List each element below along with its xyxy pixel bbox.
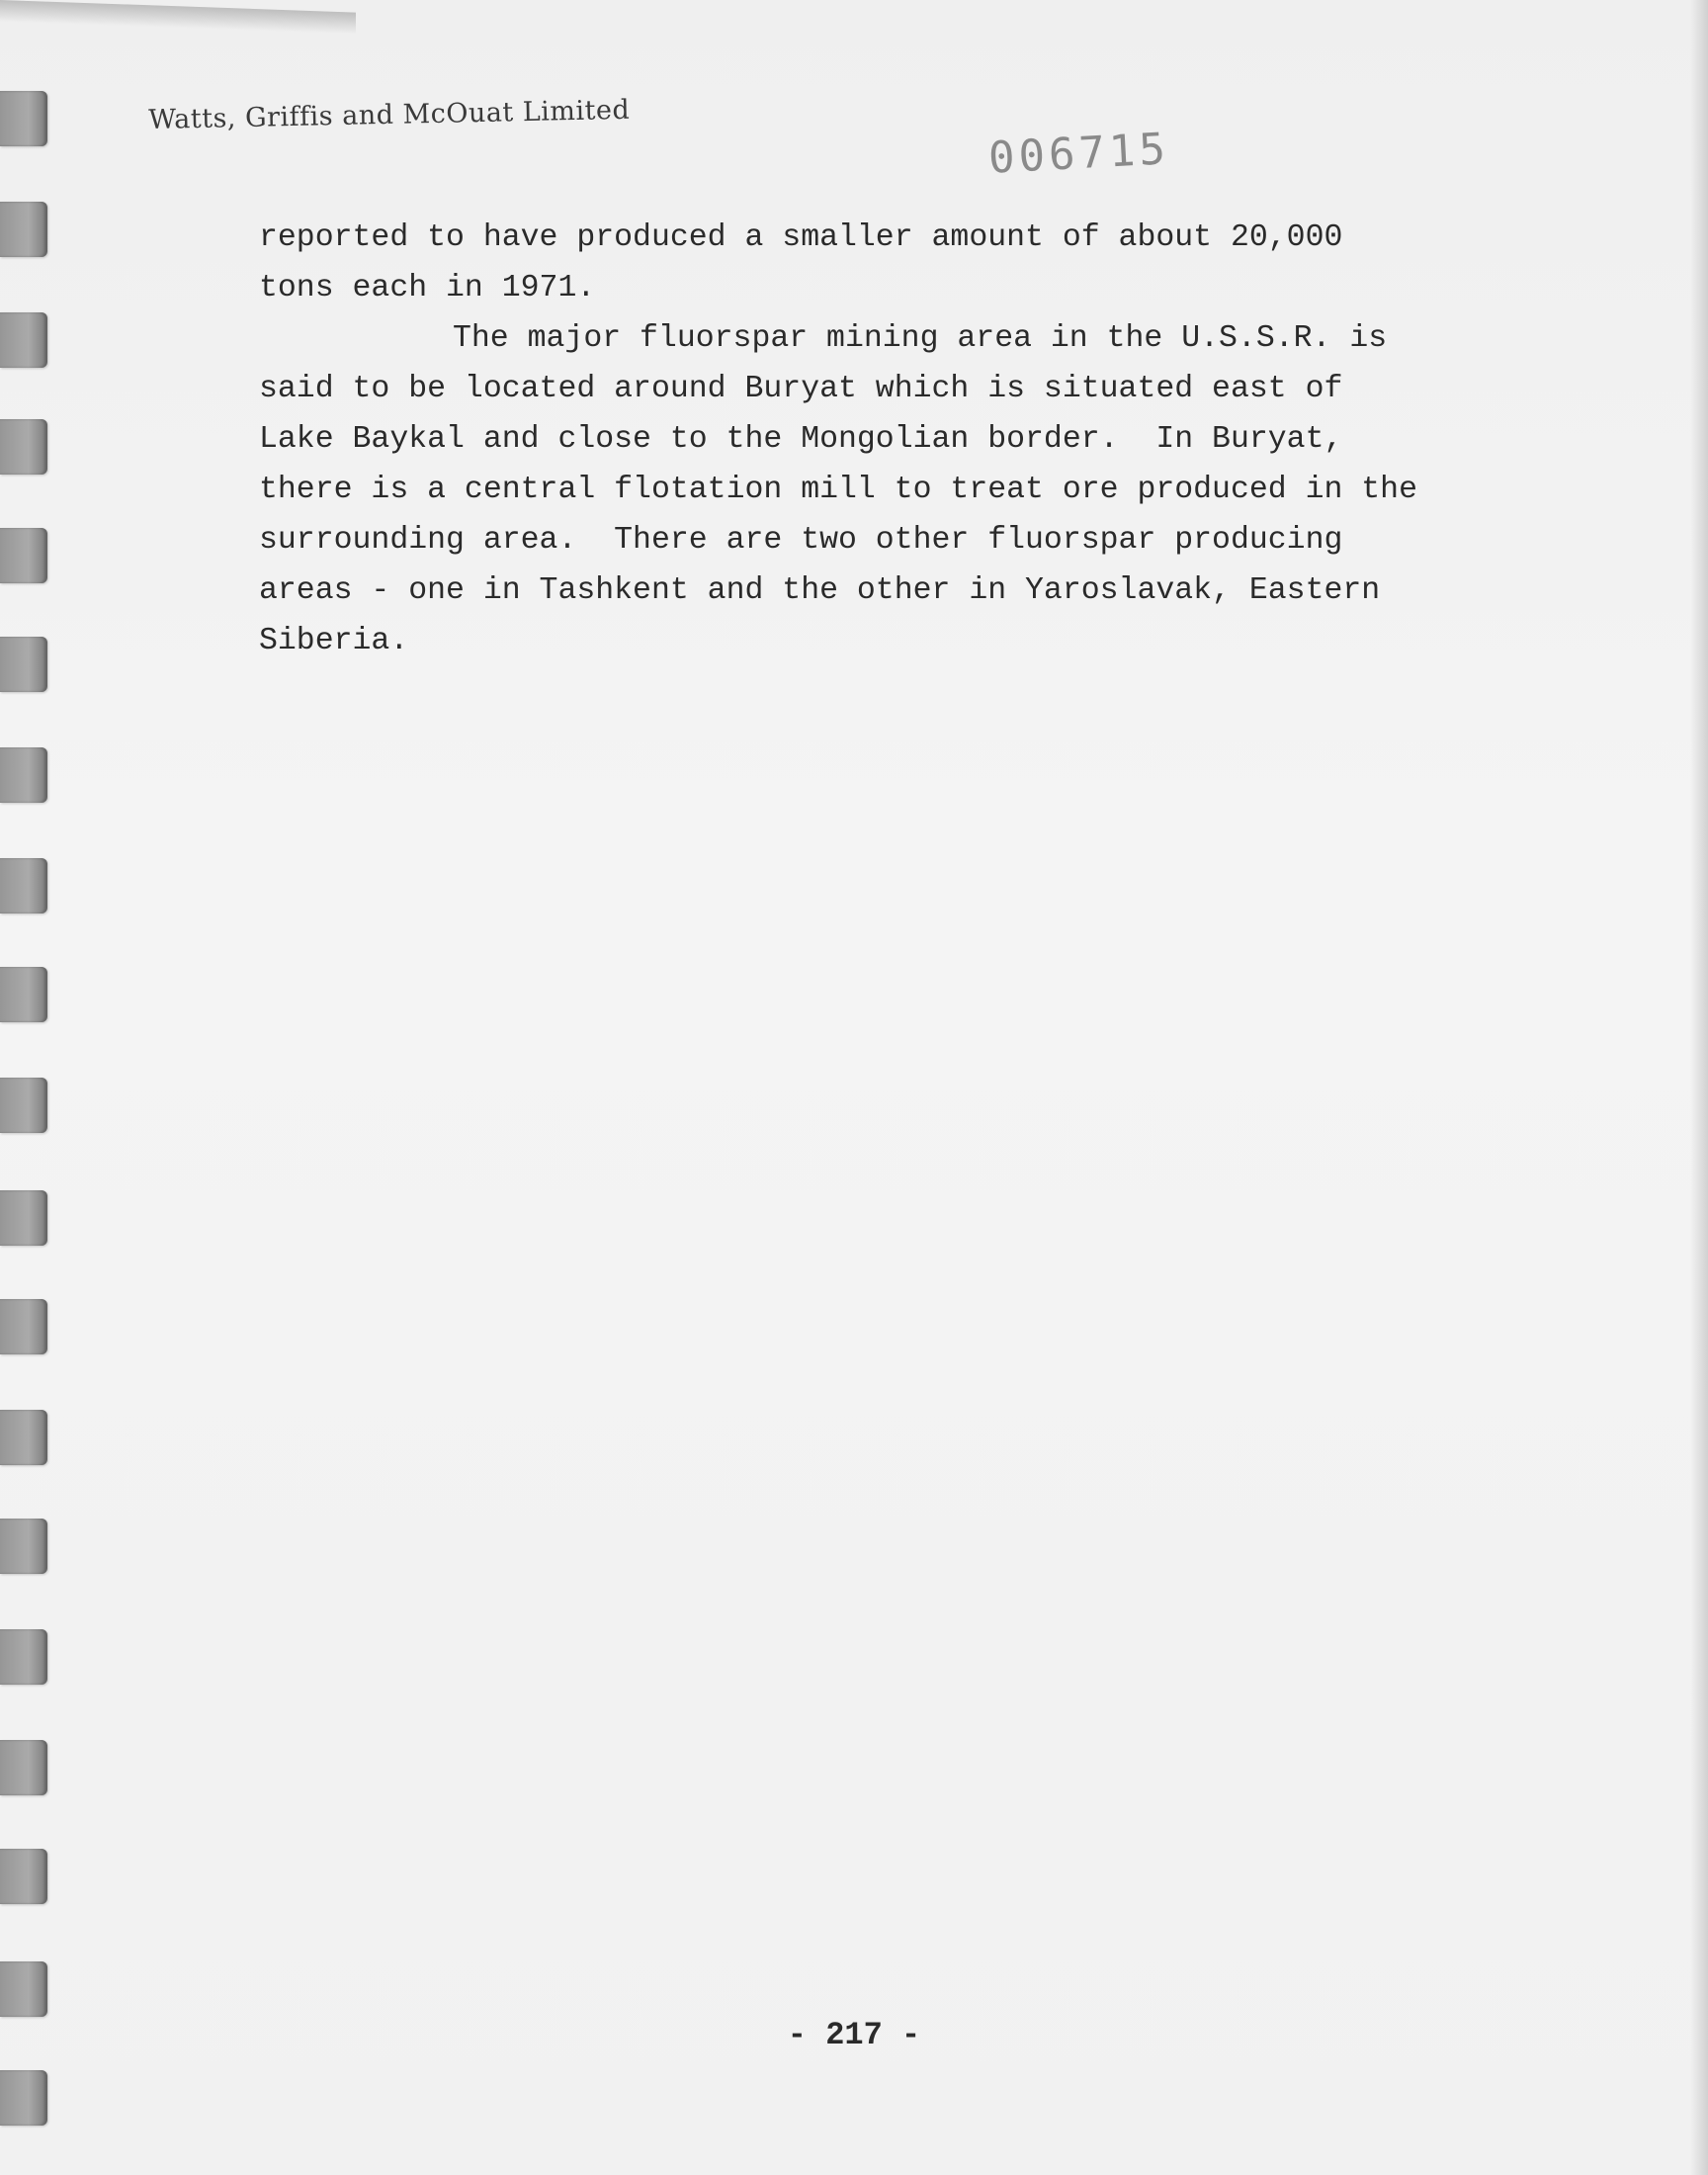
binding-hole <box>0 202 47 257</box>
binding-hole <box>0 312 47 368</box>
binding-hole <box>0 1629 47 1685</box>
binding-hole <box>0 1740 47 1795</box>
binding-hole <box>0 2070 47 2126</box>
text-line: tons each in 1971. <box>259 271 596 305</box>
page-number: - 217 - <box>787 2017 921 2053</box>
text-line: areas - one in Tashkent and the other in Yaroslavak, Eastern <box>259 573 1381 608</box>
binding-hole <box>0 747 47 803</box>
text-line: reported to have produced a smaller amount of about 20,000 <box>259 220 1343 255</box>
spiral-binding <box>0 0 59 2175</box>
binding-hole <box>0 967 47 1022</box>
text-line: said to be located around Buryat which is situated east of <box>259 372 1343 406</box>
text-line: there is a central flotation mill to treat ore produced in the <box>259 473 1417 507</box>
binding-hole <box>0 1410 47 1465</box>
binding-hole <box>0 419 47 475</box>
binding-hole <box>0 858 47 914</box>
binding-hole <box>0 1190 47 1246</box>
binding-hole <box>0 1849 47 1904</box>
binding-hole <box>0 1519 47 1574</box>
binding-hole <box>0 637 47 692</box>
binding-hole <box>0 1078 47 1133</box>
binding-hole <box>0 1961 47 2017</box>
binding-hole <box>0 528 47 583</box>
text-line: surrounding area. There are two other fluorspar producing <box>259 523 1343 558</box>
text-line: Lake Baykal and close to the Mongolian border. In Buryat, <box>259 422 1343 457</box>
binding-hole <box>0 1299 47 1354</box>
text-line: Siberia. <box>259 624 409 658</box>
company-letterhead: Watts, Griffis and McOuat Limited <box>148 94 631 135</box>
scan-shadow-right <box>1690 0 1708 2175</box>
document-number-stamp: 006715 <box>986 124 1171 184</box>
binding-hole <box>0 91 47 146</box>
text-line: The major fluorspar mining area in the U.S.S.R. is <box>453 321 1388 356</box>
body-paragraphs <box>259 213 1504 666</box>
